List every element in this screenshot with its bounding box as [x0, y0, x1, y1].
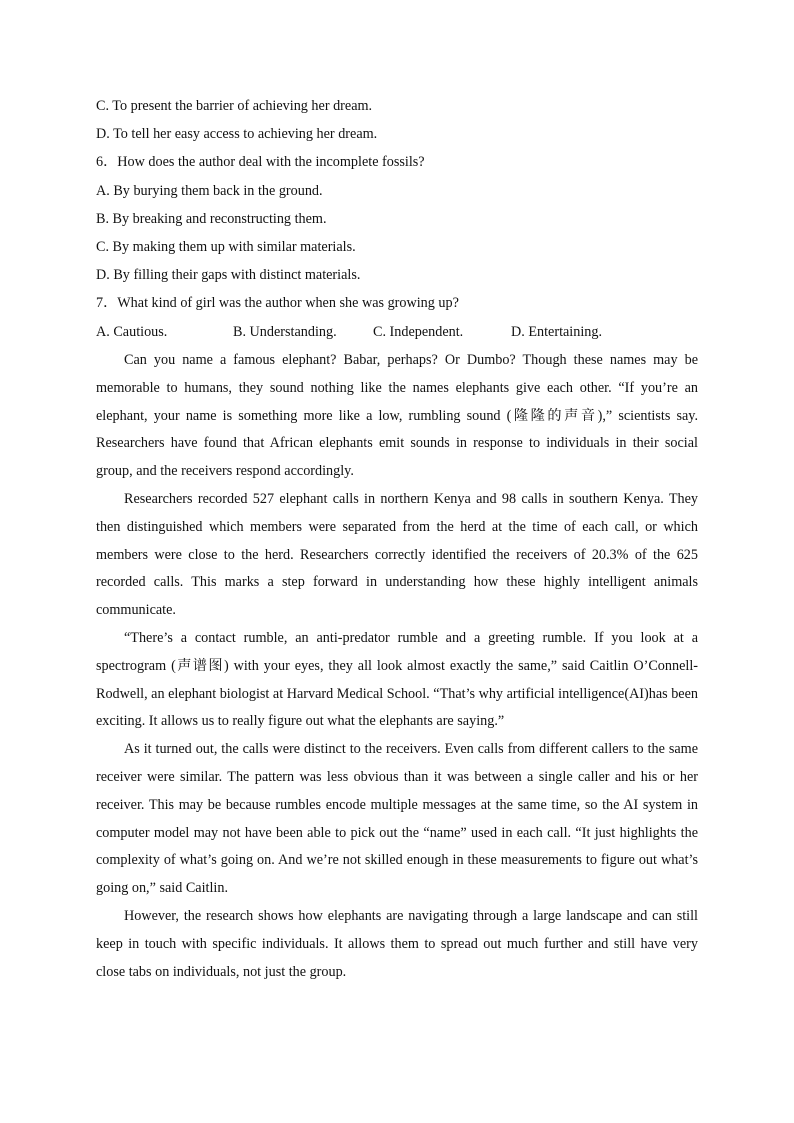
passage-paragraph-5: However, the research shows how elephants are navigating through a large landscape and can still keep in touch with specific individuals. It allows them to spread out much further and still have very close tabs on individuals, not just the group.: [96, 907, 698, 980]
q6-option-d: D. By filling their gaps with distinct materials.: [96, 267, 361, 283]
q6-option-a: A. By burying them back in the ground.: [96, 183, 323, 199]
passage-paragraph-2: Researchers recorded 527 elephant calls in northern Kenya and 98 calls in southern Kenya. They then distinguished which members were separated from the herd at the time of each call, or which members were close to the herd. Researchers correctly identified the receivers of 20.3% of the 625 recorded calls. This marks a step forward in understanding how these highly intelligent animals communicate.: [96, 490, 698, 619]
q6-stem: 6．How does the author deal with the incomplete fossils?: [96, 154, 425, 170]
q5-option-c: C. To present the barrier of achieving her dream.: [96, 98, 373, 114]
q7-option-d: D. Entertaining.: [511, 324, 603, 340]
document-page: [96, 92, 698, 986]
q6-option-c: C. By making them up with similar materials.: [96, 239, 356, 255]
q5-option-d: D. To tell her easy access to achieving her dream.: [96, 126, 378, 142]
passage-paragraph-4: As it turned out, the calls were distinct to the receivers. Even calls from different callers to the same receiver were similar. The pattern was less obvious than it was between a single caller and his or her receiver. This may be because rumbles encode multiple messages at the same time, so the AI system in computer model may not have been able to pick out the “name” used in each call. “It just highlights the complexity of what’s going on. And we’re not skilled enough in these measurements to figure out what’s going on,” said Caitlin.: [96, 741, 698, 897]
q7-option-a: A. Cautious.: [96, 324, 168, 340]
q7-stem: 7．What kind of girl was the author when she was growing up?: [96, 295, 459, 311]
q7-options: [96, 318, 698, 347]
q7-option-b: B. Understanding.: [233, 324, 337, 340]
passage-paragraph-1: Can you name a famous elephant? Babar, perhaps? Or Dumbo? Though these names may be memorable to humans, they sound nothing like the names elephants give each other. “If you’re an elephant, your name is something more like a low, rumbling sound (隆隆的声音),” scientists say. Researchers have found that African elephants emit sounds in response to individuals in their social group, and the receivers respond accordingly.: [96, 352, 698, 480]
passage-paragraph-3: “There’s a contact rumble, an anti-predator rumble and a greeting rumble. If you look at a spectrogram (声谱图) with your eyes, they all look almost exactly the same,” said Caitlin O’Connell-Rodwell, an elephant biologist at Harvard Medical School. “That’s why artificial intelligence(AI)has been exciting. It allows us to really figure out what the elephants are saying.”: [96, 629, 698, 730]
q6-option-b: B. By breaking and reconstructing them.: [96, 211, 327, 227]
q7-option-c: C. Independent.: [373, 324, 464, 340]
